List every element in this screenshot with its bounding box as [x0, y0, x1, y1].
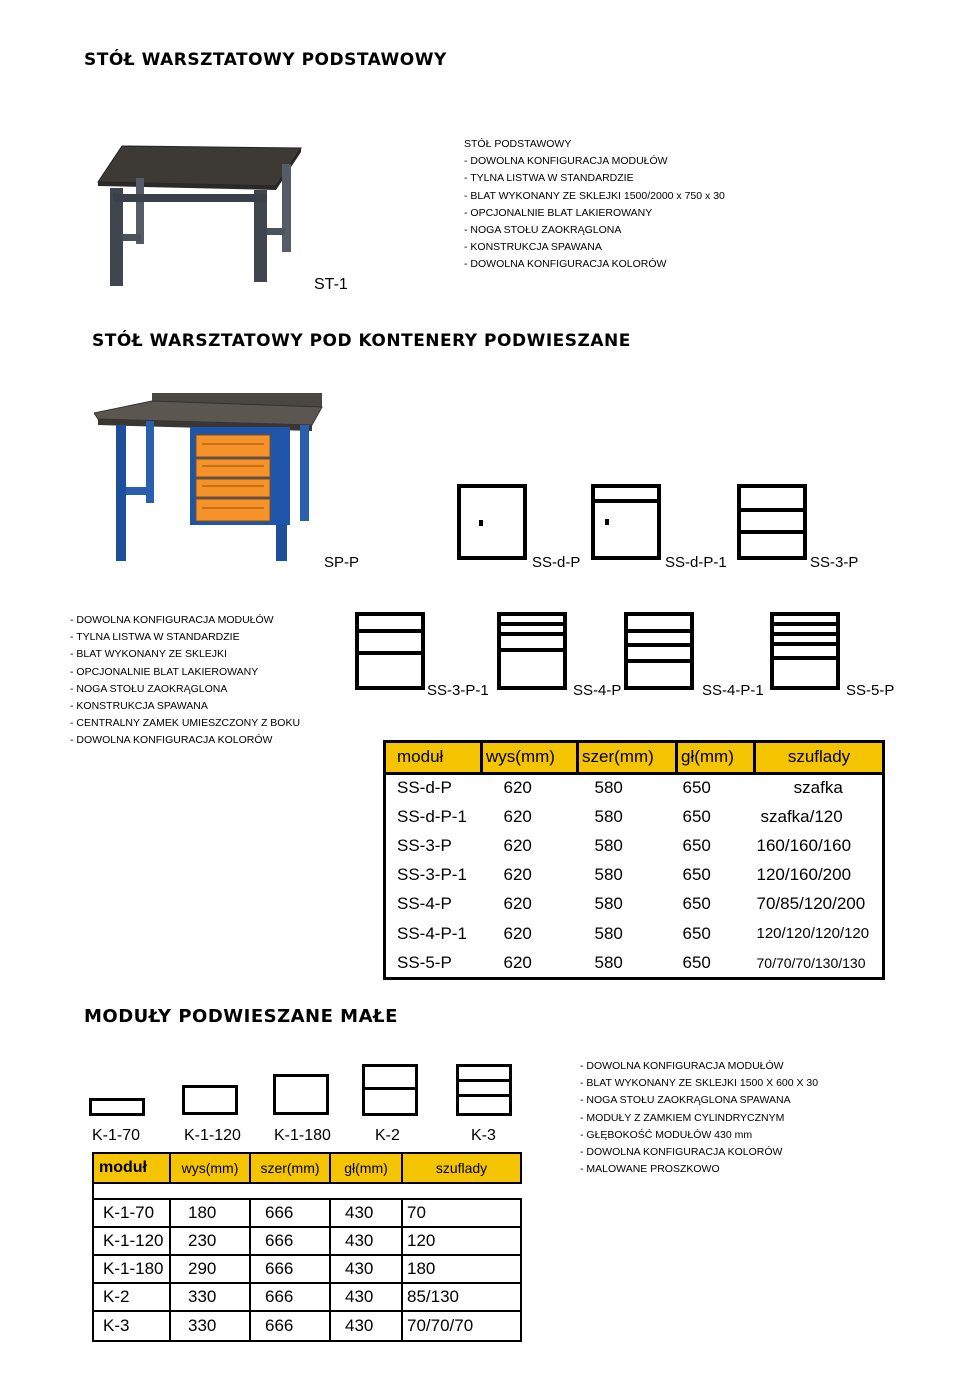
section-title-basic-table: STÓŁ WARSZTATOWY PODSTAWOWY	[84, 50, 447, 70]
feature-item: - BLAT WYKONANY ZE SKLEJKI 1500/2000 x 750 x 30	[464, 189, 725, 202]
specs-table-hanging	[383, 740, 885, 980]
model-label-ss-d-p-1: SS-d-P-1	[665, 554, 727, 571]
model-label-ss-d-p: SS-d-P	[532, 554, 581, 571]
table-cell: 580	[594, 778, 623, 798]
table-cell: szafka/120	[760, 806, 843, 826]
table-row	[386, 860, 882, 889]
module-icon-k-1-180	[273, 1074, 329, 1115]
feature-item: - TYLNA LISTWA W STANDARDZIE	[70, 631, 240, 644]
table-cell: 70/85/120/200	[756, 893, 866, 913]
feature-item: - NOGA STOŁU ZAOKRĄGLONA	[70, 682, 228, 695]
column-header: szuflady	[402, 1153, 521, 1183]
table-row	[93, 1227, 521, 1255]
section-title-small-modules: MODUŁY PODWIESZANE MAŁE	[84, 1006, 398, 1027]
table-cell: 666	[250, 1283, 330, 1311]
module-icon-ss-d-p-1	[591, 484, 661, 560]
feature-item: - CENTRALNY ZAMEK UMIESZCZONY Z BOKU	[70, 717, 301, 730]
table-cell: 620	[503, 835, 532, 855]
model-label-ss-4-p-1: SS-4-P-1	[702, 682, 764, 699]
table-cell: 180	[402, 1255, 521, 1283]
table-row	[386, 918, 882, 949]
table-cell: K-3	[93, 1311, 170, 1341]
feature-item: - BLAT WYKONANY ZE SKLEJKI 1500 X 600 X 30	[580, 1077, 819, 1090]
module-icon-ss-3-p-1	[355, 612, 425, 690]
table-cell: 120/160/200	[756, 864, 852, 884]
column-header: wys(mm)	[482, 743, 578, 773]
table-cell: 620	[503, 893, 532, 913]
table-header-row	[386, 743, 882, 773]
table-cell: K-2	[93, 1283, 170, 1311]
table-cell: 70/70/70	[402, 1311, 521, 1341]
table-cell: 666	[250, 1311, 330, 1341]
table-cell: 580	[594, 923, 623, 943]
table-cell: K-1-120	[93, 1227, 170, 1255]
module-icon-ss-5-p	[770, 612, 840, 690]
column-header: moduł	[93, 1153, 170, 1183]
table-cell: 430	[330, 1227, 402, 1255]
feature-item: - DOWOLNA KONFIGURACJA MODUŁÓW	[464, 155, 668, 168]
table-cell: 650	[682, 778, 711, 798]
model-label-ss-3-p-1: SS-3-P-1	[427, 682, 489, 699]
table-row	[93, 1199, 521, 1227]
column-header: szuflady	[755, 743, 883, 773]
table-cell: 650	[682, 806, 711, 826]
table-row	[93, 1255, 521, 1283]
model-label-k-3: K-3	[471, 1127, 496, 1144]
feature-item: STÓŁ PODSTAWOWY	[464, 138, 572, 150]
table-cell: szafka	[793, 778, 843, 798]
table-row	[93, 1283, 521, 1311]
table-cell: 180	[170, 1199, 250, 1227]
workbench-st1-image	[96, 138, 304, 290]
table-cell: SS-4-P-1	[397, 923, 467, 943]
table-cell: 580	[594, 893, 623, 913]
table-cell: 666	[250, 1227, 330, 1255]
table-cell: 620	[503, 778, 532, 798]
feature-item: - TYLNA LISTWA W STANDARDZIE	[464, 172, 634, 185]
table-cell: 290	[170, 1255, 250, 1283]
model-label-k-2: K-2	[375, 1127, 400, 1144]
table-cell: 70/70/70/130/130	[756, 955, 866, 971]
column-header: gł(mm)	[330, 1153, 402, 1183]
feature-item: - BLAT WYKONANY ZE SKLEJKI	[70, 648, 227, 661]
table-cell: 430	[330, 1255, 402, 1283]
table-cell: 620	[503, 806, 532, 826]
module-icon-ss-4-p	[497, 612, 567, 690]
table-row	[386, 889, 882, 918]
table-cell: 666	[250, 1199, 330, 1227]
table-cell: SS-5-P	[397, 953, 452, 972]
table-cell: 430	[330, 1311, 402, 1341]
table-cell: K-1-70	[93, 1199, 170, 1227]
module-icon-ss-3-p	[737, 484, 807, 560]
specs-table-small-modules	[92, 1152, 522, 1335]
table-cell: 330	[170, 1283, 250, 1311]
table-cell: 160/160/160	[756, 835, 852, 855]
module-icon-ss-4-p-1	[624, 612, 694, 690]
column-header: szer(mm)	[250, 1153, 330, 1183]
feature-item: - GŁĘBOKOŚĆ MODUŁÓW 430 mm	[580, 1128, 753, 1141]
table-cell: 580	[594, 835, 623, 855]
table-cell: 650	[682, 923, 711, 943]
features-list-hanging	[70, 612, 300, 750]
feature-item: - NOGA STOŁU ZAOKRĄGLONA	[464, 224, 622, 237]
feature-item: - MALOWANE PROSZKOWO	[580, 1163, 720, 1176]
table-cell: 70	[402, 1199, 521, 1227]
model-label-k-1-180: K-1-180	[274, 1127, 331, 1144]
model-label-ss-5-p: SS-5-P	[846, 682, 895, 699]
table-cell: K-1-180	[93, 1255, 170, 1283]
feature-item: - DOWOLNA KONFIGURACJA KOLORÓW	[464, 258, 667, 271]
table-cell: 120/120/120/120	[756, 925, 870, 942]
table-cell: 620	[503, 953, 532, 972]
feature-item: - DOWOLNA KONFIGURACJA MODUŁÓW	[70, 614, 274, 626]
table-row	[386, 949, 882, 977]
table-cell: SS-3-P	[397, 835, 452, 855]
table-header-row	[93, 1153, 521, 1183]
feature-item: - DOWOLNA KONFIGURACJA KOLORÓW	[70, 734, 273, 747]
table-cell: SS-d-P	[397, 778, 452, 798]
table-cell: 85/130	[402, 1283, 521, 1311]
table-cell: 666	[250, 1255, 330, 1283]
table-cell: 580	[594, 806, 623, 826]
table-cell: SS-3-P-1	[397, 864, 467, 884]
features-list-basic	[464, 136, 725, 274]
feature-item: - DOWOLNA KONFIGURACJA KOLORÓW	[580, 1146, 783, 1159]
model-label-sp-p: SP-P	[324, 554, 360, 571]
table-cell: 650	[682, 835, 711, 855]
feature-item: - NOGA STOŁU ZAOKRĄGLONA SPAWANA	[580, 1094, 791, 1107]
table-cell: 620	[503, 923, 532, 943]
table-row	[93, 1311, 521, 1341]
features-list-small-modules	[580, 1058, 818, 1178]
model-label-ss-3-p: SS-3-P	[810, 554, 859, 571]
table-cell: 650	[682, 953, 711, 972]
module-icon-k-3	[456, 1064, 512, 1116]
table-cell: 430	[330, 1283, 402, 1311]
column-header: gł(mm)	[677, 743, 755, 773]
workbench-spp-image	[94, 385, 324, 565]
table-cell: 650	[682, 893, 711, 913]
feature-item: - OPCJONALNIE BLAT LAKIEROWANY	[70, 665, 259, 678]
table-cell: 430	[330, 1199, 402, 1227]
model-label-k-1-70: K-1-70	[92, 1127, 141, 1144]
table-cell: 120	[402, 1227, 521, 1255]
feature-item: - OPCJONALNIE BLAT LAKIEROWANY	[464, 206, 653, 219]
table-cell: 650	[682, 864, 711, 884]
feature-item: - KONSTRUKCJA SPAWANA	[464, 241, 602, 254]
model-label-ss-4-p: SS-4-P	[573, 682, 622, 699]
table-cell: 580	[594, 864, 623, 884]
table-cell: 620	[503, 864, 532, 884]
table-cell: 330	[170, 1311, 250, 1341]
module-icon-k-1-70	[89, 1098, 145, 1116]
module-icon-ss-d-p	[457, 484, 527, 560]
column-header: szer(mm)	[578, 743, 677, 773]
model-label-k-1-120: K-1-120	[184, 1127, 241, 1144]
table-row	[386, 773, 882, 802]
module-icon-k-1-120	[182, 1085, 238, 1115]
feature-item: - DOWOLNA KONFIGURACJA MODUŁÓW	[580, 1060, 784, 1072]
section-title-hanging-containers: STÓŁ WARSZTATOWY POD KONTENERY PODWIESZANE	[92, 331, 631, 351]
column-header: wys(mm)	[170, 1153, 250, 1183]
table-row	[386, 802, 882, 831]
feature-item: - MODUŁY Z ZAMKIEM CYLINDRYCZNYM	[580, 1111, 785, 1124]
table-cell: 230	[170, 1227, 250, 1255]
feature-item: - KONSTRUKCJA SPAWANA	[70, 700, 208, 713]
table-cell: SS-d-P-1	[397, 806, 467, 826]
module-icon-k-2	[362, 1064, 418, 1116]
column-header: moduł	[386, 743, 482, 773]
table-cell: SS-4-P	[397, 893, 452, 913]
model-label-st1: ST-1	[314, 276, 348, 293]
table-cell: 580	[594, 953, 623, 972]
table-row	[386, 831, 882, 860]
